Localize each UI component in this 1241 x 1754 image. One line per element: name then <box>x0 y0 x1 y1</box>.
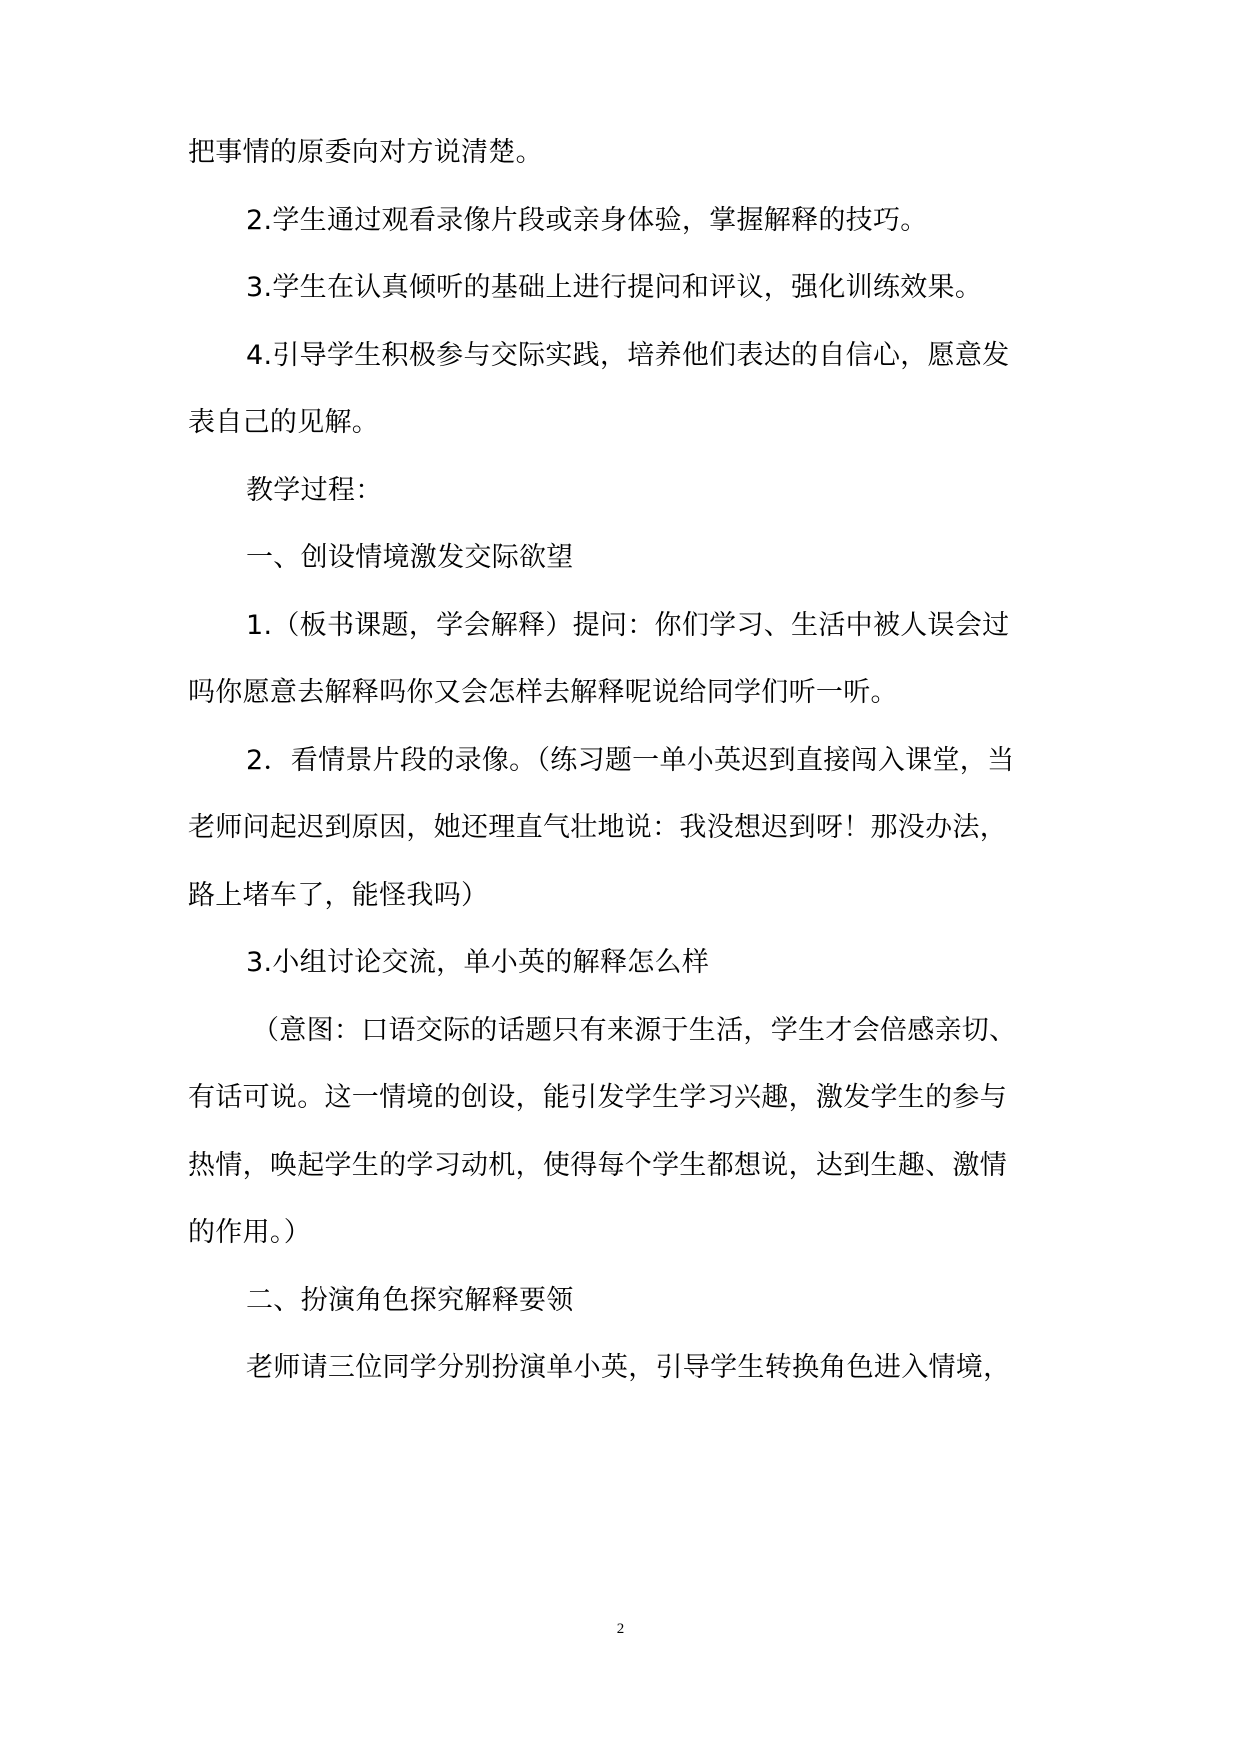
section-heading: 一、创设情境激发交际欲望 <box>246 542 574 573</box>
section-heading: 教学过程： <box>246 475 383 506</box>
text-line: 热情，唤起学生的学习动机，使得每个学生都想说，达到生趣、激情 <box>188 1150 1007 1181</box>
section-heading: 二、扮演角色探究解释要领 <box>246 1285 574 1316</box>
text-line: （意图：口语交际的话题只有来源于生活，学生才会倍感亲切、 <box>252 1015 1017 1046</box>
text-line: 3.学生在认真倾听的基础上进行提问和评议，强化训练效果。 <box>246 272 983 303</box>
text-line: 3.小组讨论交流，单小英的解释怎么样 <box>246 947 710 978</box>
page-number: 2 <box>616 1621 625 1637</box>
text-line: 2．看情景片段的录像。（练习题一单小英迟到直接闯入课堂，当 <box>246 745 1015 776</box>
text-line: 路上堵车了，能怪我吗） <box>188 880 489 911</box>
text-line: 1.（板书课题，学会解释）提问：你们学习、生活中被人误会过 <box>246 610 1010 641</box>
text-line: 把事情的原委向对方说清楚。 <box>188 137 543 168</box>
text-line: 老师问起迟到原因，她还理直气壮地说：我没想迟到呀！那没办法， <box>188 812 1007 843</box>
text-line: 有话可说。这一情境的创设，能引发学生学习兴趣，激发学生的参与 <box>188 1082 1007 1113</box>
text-line: 老师请三位同学分别扮演单小英，引导学生转换角色进入情境， <box>246 1352 1011 1383</box>
text-line: 4.引导学生积极参与交际实践，培养他们表达的自信心，愿意发 <box>246 340 1010 371</box>
text-line: 吗你愿意去解释吗你又会怎样去解释呢说给同学们听一听。 <box>188 677 898 708</box>
text-line: 的作用。） <box>188 1217 311 1248</box>
text-line: 2.学生通过观看录像片段或亲身体验，掌握解释的技巧。 <box>246 205 928 236</box>
text-line: 表自己的见解。 <box>188 407 380 438</box>
